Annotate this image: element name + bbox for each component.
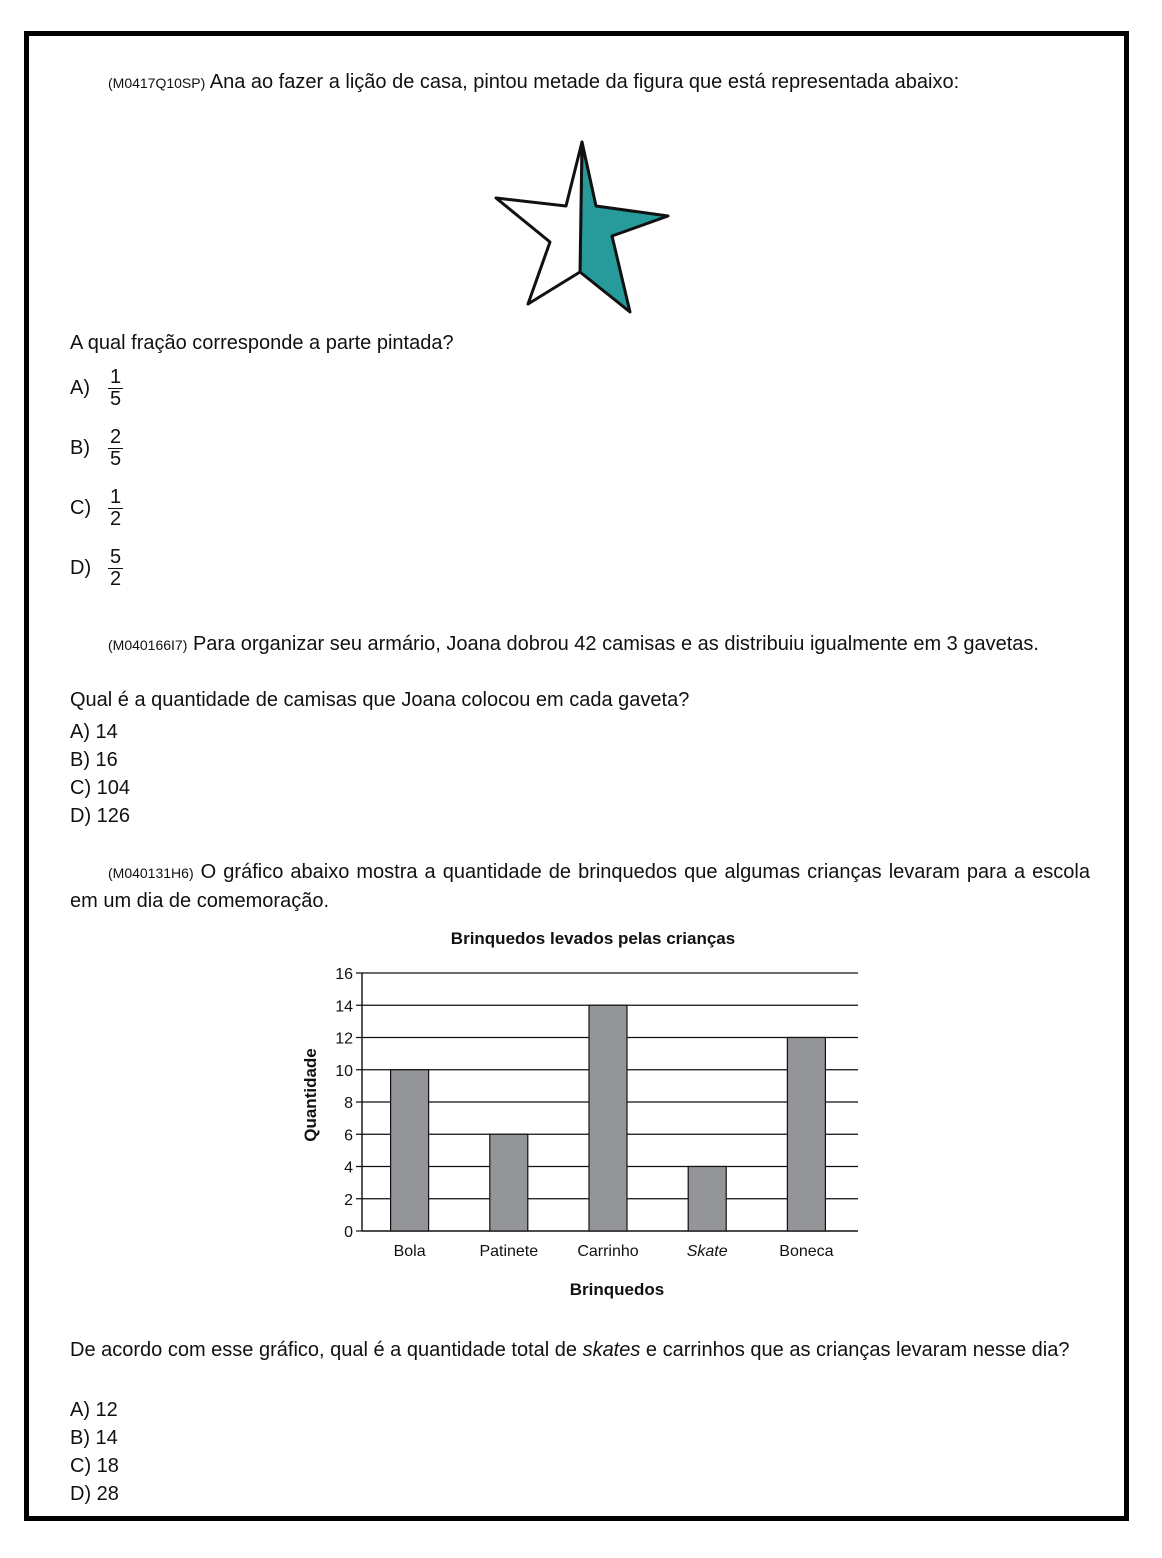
- fraction: $\frac{1}{5}$: [110, 366, 122, 410]
- q2-option-c[interactable]: C) 104: [70, 777, 131, 799]
- y-tick-label: 14: [335, 998, 353, 1016]
- bar-boneca: [787, 1038, 825, 1232]
- q1-text: Ana ao fazer a lição de casa, pintou metade da figura que está representada abaixo:: [209, 71, 960, 93]
- q2-statement: [70, 630, 1090, 659]
- chart-x-axis-label: Brinquedos: [569, 1280, 665, 1299]
- q1-option-c[interactable]: C) $\frac{1}{2}$: [70, 486, 122, 530]
- star-white-half: [496, 142, 582, 304]
- x-tick-label: Patinete: [479, 1243, 539, 1260]
- q3-option-b[interactable]: B) 14: [70, 1427, 118, 1449]
- q2-question: Qual é a quantidade de camisas que Joana colocou em cada gaveta?: [70, 689, 690, 711]
- q2-option-b[interactable]: B) 16: [70, 749, 118, 771]
- q1-option-b[interactable]: B) $\frac{2}{5}$: [70, 426, 122, 470]
- q3-statement: [70, 858, 1090, 915]
- half-painted-star-figure: [470, 120, 700, 320]
- q3-option-c[interactable]: C) 18: [70, 1455, 119, 1477]
- q3-text: O gráfico abaixo mostra a quantidade de brinquedos que algumas crianças levaram para a escola em um dia de comemoração.: [70, 861, 1090, 912]
- bar-carrinho: [589, 1005, 627, 1231]
- q2-code: (M040166I7): [108, 637, 188, 653]
- chart-title: Brinquedos levados pelas crianças: [450, 929, 736, 948]
- fraction: $\frac{1}{2}$: [110, 486, 122, 530]
- y-tick-label: 4: [344, 1159, 353, 1177]
- q1-option-a[interactable]: A) $\frac{1}{5}$: [70, 366, 122, 410]
- q3-option-d[interactable]: D) 28: [70, 1483, 119, 1505]
- y-tick-label: 0: [344, 1224, 353, 1241]
- q2-option-d[interactable]: D) 126: [70, 805, 131, 827]
- fraction: $\frac{2}{5}$: [110, 426, 122, 470]
- bar-skate: [688, 1167, 726, 1232]
- q3-code: (M040131H6): [108, 865, 194, 881]
- q2-option-a[interactable]: A) 14: [70, 721, 118, 743]
- y-tick-label: 12: [335, 1030, 353, 1048]
- star-painted-half: [580, 142, 668, 312]
- bar-patinete: [490, 1134, 528, 1231]
- q1-question: A qual fração corresponde a parte pintada?: [70, 332, 454, 354]
- q3-question: De acordo com esse gráfico, qual é a quantidade total de skates e carrinhos que as crianças levaram nesse dia?: [70, 1339, 1070, 1361]
- q1-statement: [108, 68, 1098, 97]
- q3-option-a[interactable]: A) 12: [70, 1399, 118, 1421]
- fraction: $\frac{5}{2}$: [110, 546, 122, 590]
- x-tick-label: Carrinho: [577, 1243, 639, 1260]
- q1-option-d[interactable]: D) $\frac{5}{2}$: [70, 546, 122, 590]
- x-tick-label: Bola: [393, 1243, 426, 1260]
- bar-bola: [391, 1070, 429, 1231]
- q2-text: Para organizar seu armário, Joana dobrou 42 camisas e as distribuiu igualmente em 3 gavetas.: [192, 633, 1039, 655]
- y-tick-label: 16: [335, 966, 353, 983]
- q1-code: (M0417Q10SP): [108, 75, 206, 91]
- y-tick-label: 10: [335, 1062, 353, 1080]
- chart-y-axis-label: Quantidade: [301, 1048, 320, 1142]
- toys-bar-chart: [290, 920, 890, 1305]
- x-tick-label: Boneca: [779, 1243, 834, 1260]
- x-tick-label: Skate: [686, 1243, 728, 1260]
- y-tick-label: 2: [344, 1191, 353, 1209]
- y-tick-label: 6: [344, 1127, 353, 1145]
- y-tick-label: 8: [344, 1095, 353, 1112]
